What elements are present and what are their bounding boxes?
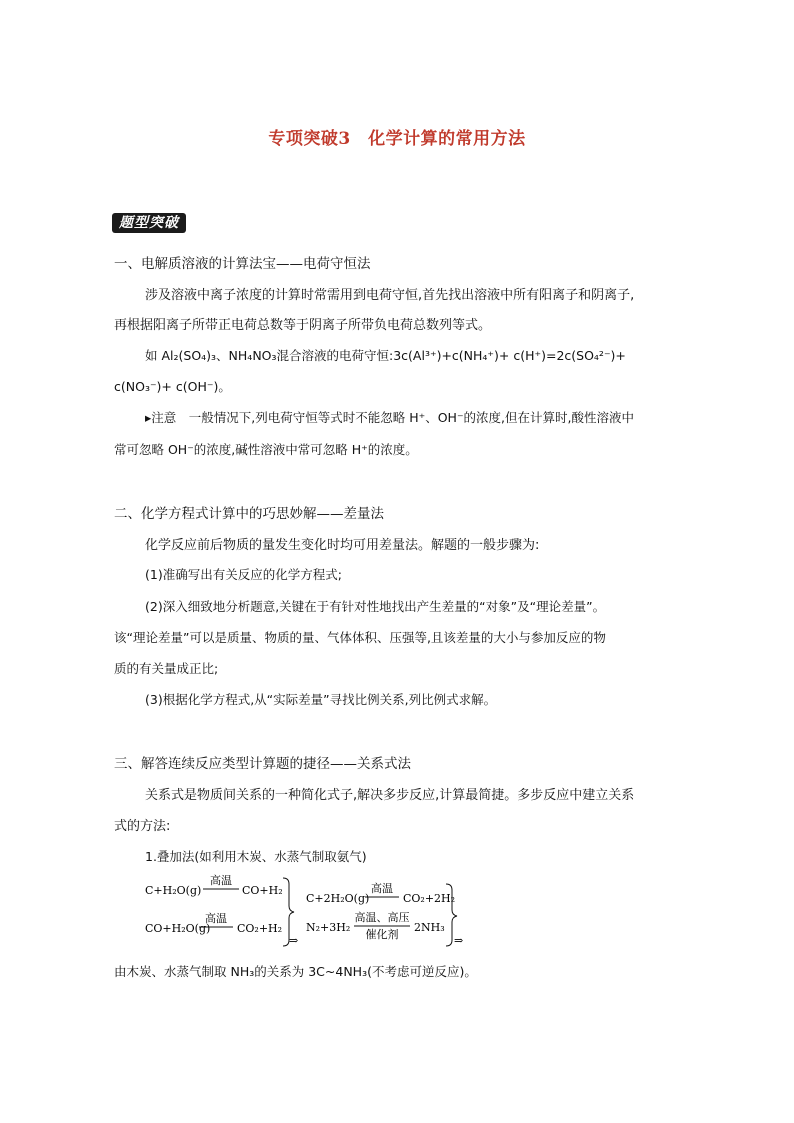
- section-3-heading: 三、解答连续反应类型计算题的捷径——关系式法: [114, 756, 411, 772]
- eq3-products: CO₂+2H₂: [403, 892, 456, 905]
- section-2-intro: 化学反应前后物质的量发生变化时均可用差量法。解题的一般步骤为:: [145, 538, 540, 553]
- section-1-paragraph-line1: 涉及溶液中离子浓度的计算时常需用到电荷守恒,首先找出溶液中所有阳离子和阴离子,: [145, 288, 635, 303]
- conclusion: 由木炭、水蒸气制取 NH₃的关系为 3C~4NH₃(不考虑可逆反应)。: [114, 964, 477, 979]
- eq2-reactants: CO+H₂O(g): [145, 922, 211, 935]
- reaction-equations-figure: [140, 872, 480, 950]
- charge-conservation-example-line1: 如 Al₂(SO₄)₃、NH₄NO₃混合溶液的电荷守恒:3c(Al³⁺)+c(NH₄⁺)+ c(H⁺)=2c(SO₄²⁻)+: [145, 348, 626, 363]
- eq1-products: CO+H₂: [242, 884, 283, 897]
- section-3-paragraph-line1: 关系式是物质间关系的一种简化式子,解决多步反应,计算最简捷。多步反应中建立关系: [145, 788, 635, 803]
- step-1: (1)准确写出有关反应的化学方程式;: [145, 567, 342, 582]
- eq4-condition-top: 高温、高压: [354, 911, 410, 924]
- arrow-1: ⇒: [289, 934, 299, 947]
- arrow-2: ⇒: [454, 934, 464, 947]
- section-1-heading: 一、电解质溶液的计算法宝——电荷守恒法: [114, 256, 371, 272]
- note-line2: 常可忽略 OH⁻的浓度,碱性溶液中常可忽略 H⁺的浓度。: [114, 442, 418, 457]
- eq3-condition: 高温: [371, 882, 393, 895]
- eq4-condition-bottom: 催化剂: [365, 928, 399, 941]
- eq4-reactants: N₂+3H₂: [306, 921, 351, 934]
- eq4-products: 2NH₃: [414, 921, 445, 934]
- eq2-products: CO₂+H₂: [237, 922, 283, 935]
- step-2-line1: (2)深入细致地分析题意,关键在于有针对性地找出产生差量的“对象”及“理论差量”。: [145, 599, 606, 614]
- eq1-reactants: C+H₂O(g): [145, 884, 202, 897]
- method-1-title: 1.叠加法(如利用木炭、水蒸气制取氨气): [145, 849, 367, 864]
- step-3: (3)根据化学方程式,从“实际差量”寻找比例关系,列比例式求解。: [145, 692, 497, 707]
- step-2-line3: 质的有关量成正比;: [114, 661, 219, 676]
- section-2-heading: 二、化学方程式计算中的巧思妙解——差量法: [114, 506, 384, 522]
- eq3-reactants: C+2H₂O(g): [306, 892, 370, 905]
- section-3-paragraph-line2: 式的方法:: [114, 819, 171, 834]
- eq1-condition: 高温: [210, 874, 232, 887]
- note-line1: ▸注意 一般情况下,列电荷守恒等式时不能忽略 H⁺、OH⁻的浓度,但在计算时,酸性溶液中: [145, 410, 635, 425]
- section-badge: [112, 213, 186, 233]
- step-2-line2: 该“理论差量”可以是质量、物质的量、气体体积、压强等,且该差量的大小与参加反应的物: [114, 630, 606, 645]
- eq2-condition: 高温: [205, 912, 227, 925]
- badge-label: 题型突破: [119, 215, 179, 231]
- page-title: 专项突破3 化学计算的常用方法: [268, 129, 526, 149]
- section-1-paragraph-line2: 再根据阳离子所带正电荷总数等于阴离子所带负电荷总数列等式。: [114, 318, 492, 333]
- charge-conservation-example-line2: c(NO₃⁻)+ c(OH⁻)。: [114, 379, 231, 394]
